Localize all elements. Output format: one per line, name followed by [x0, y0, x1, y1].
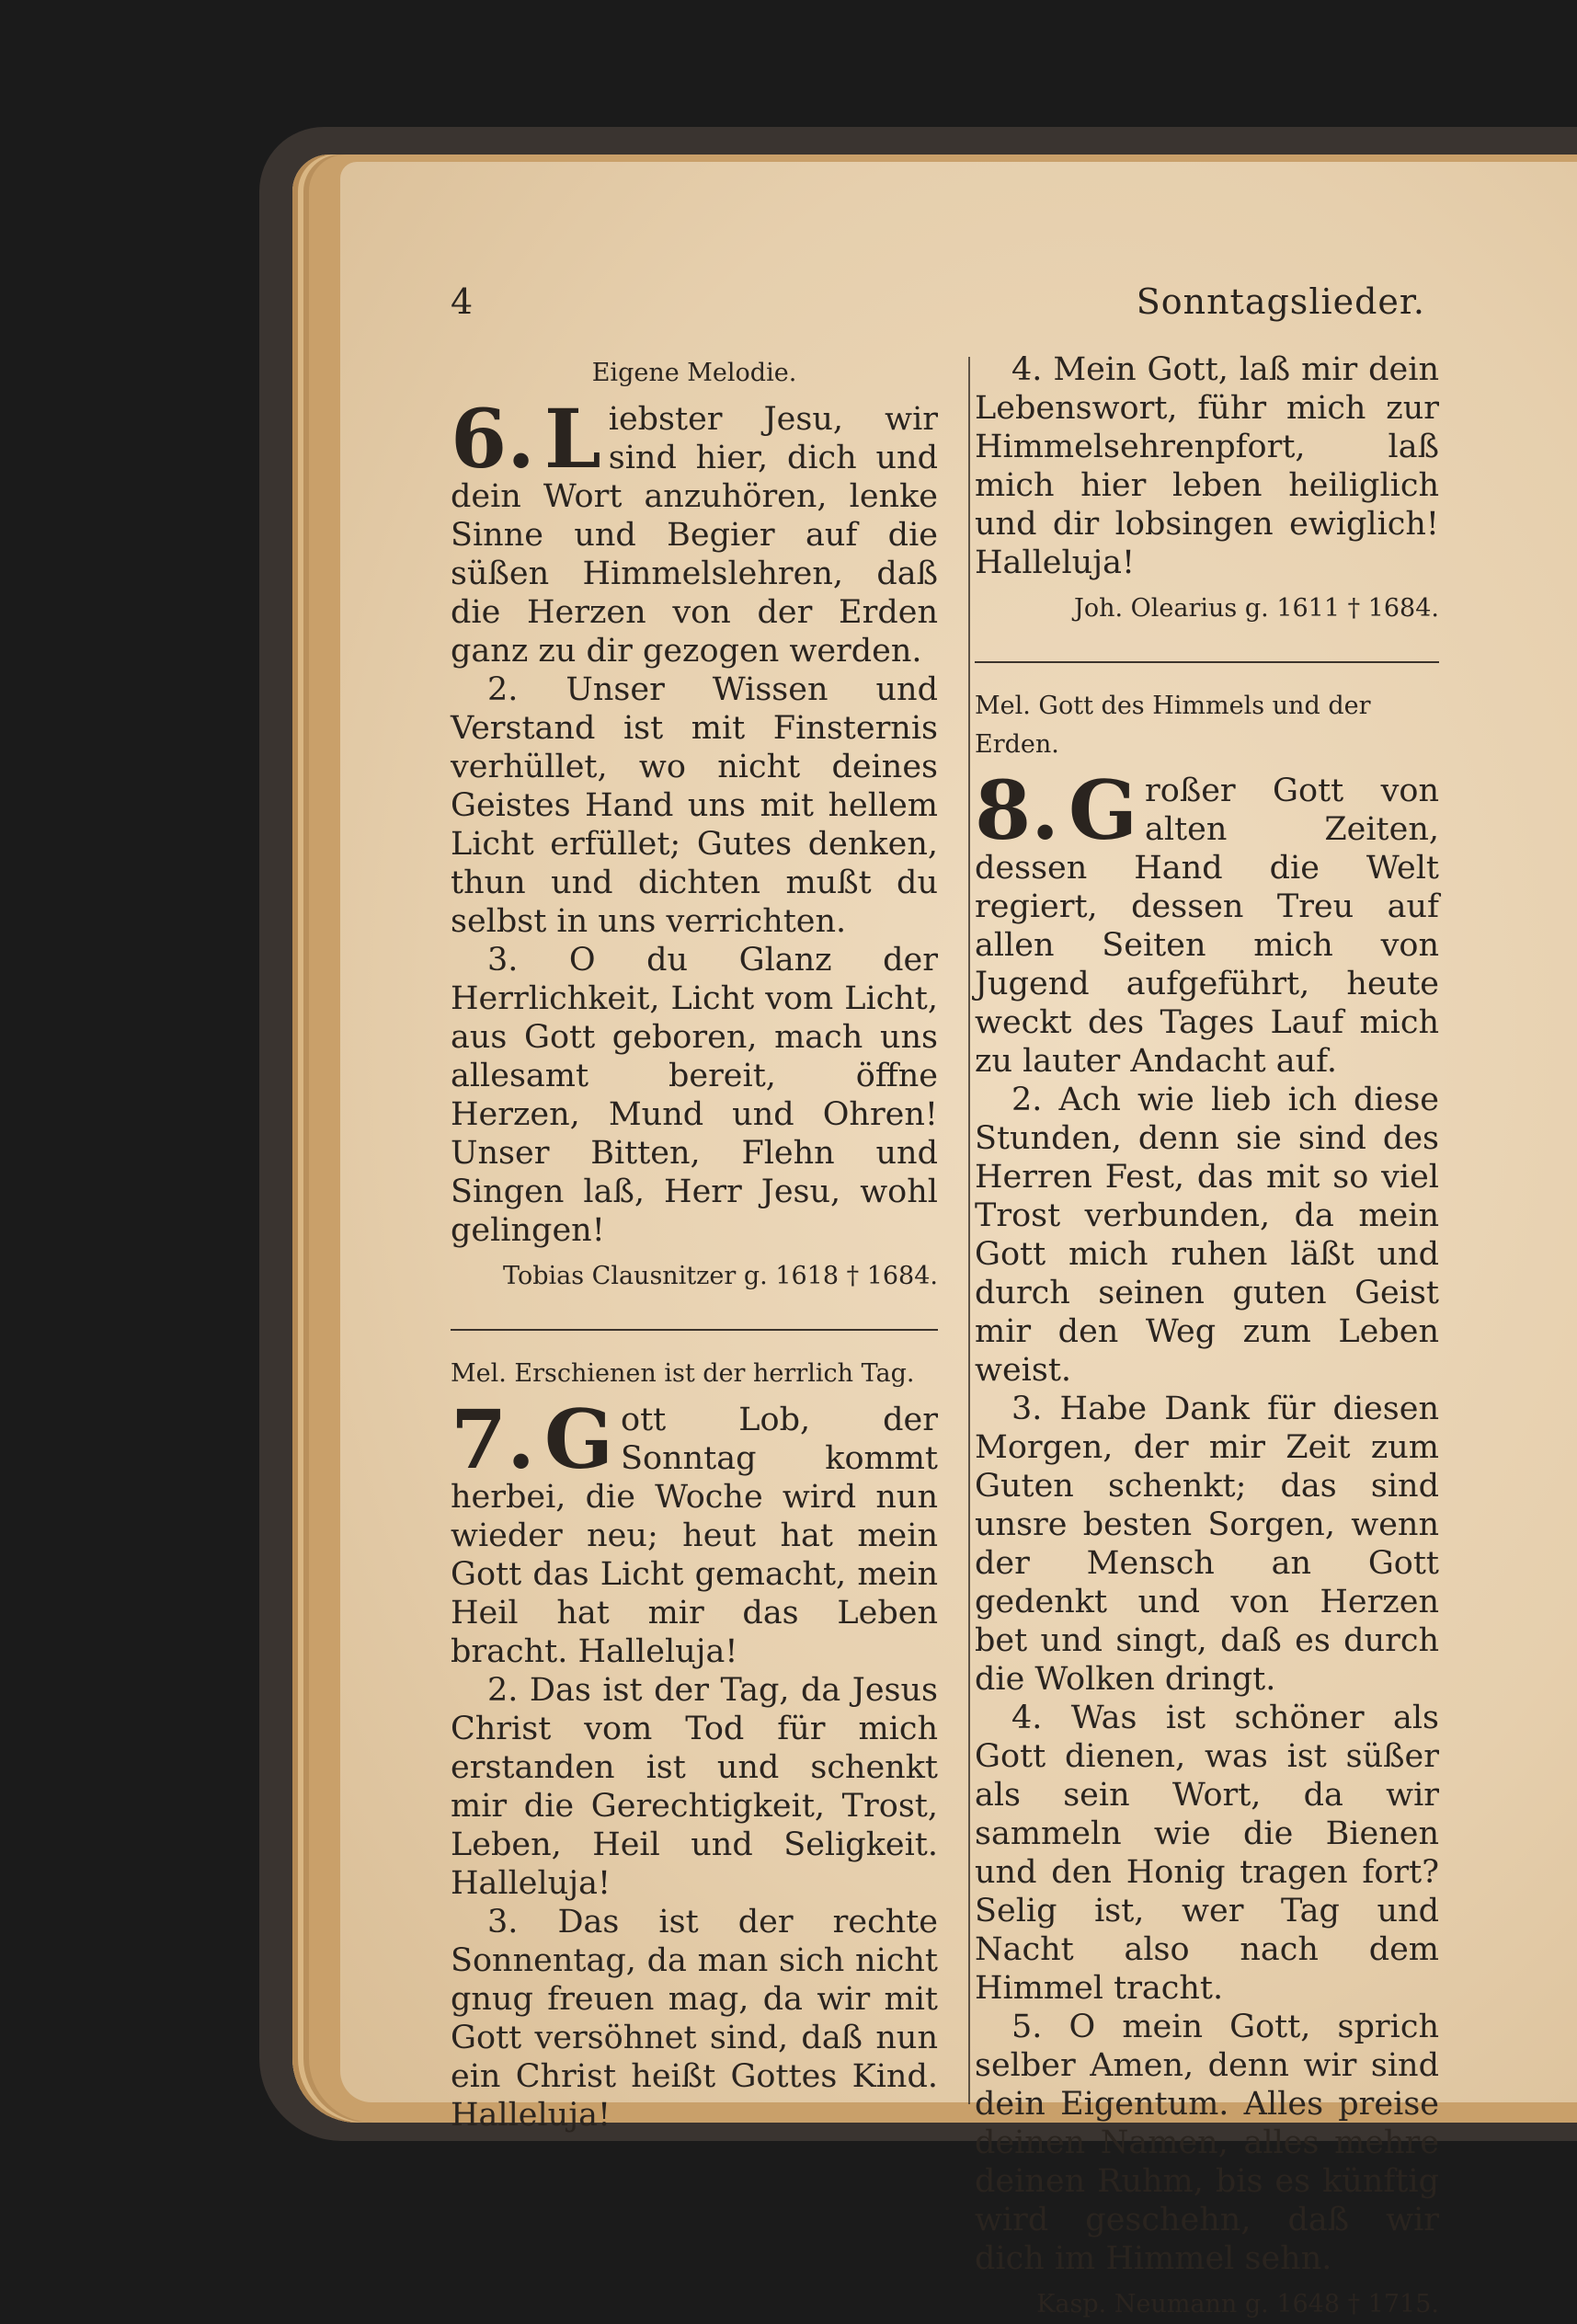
column-divider	[968, 357, 970, 2104]
drop-cap: G	[1068, 762, 1138, 858]
verse-2: 2. Das ist der Tag, da Jesus Christ vom Tod für mich erstanden ist und schenkt mir die Gerechtigkeit, Trost, Leben, Heil und Seligkeit. Halleluja!	[451, 1672, 938, 1902]
book-page	[340, 162, 1577, 2318]
running-title: Sonntagslieder.	[1136, 281, 1425, 322]
verse-2: 2. Unser Wissen und Verstand ist mit Finsternis verhüllet, wo nicht deines Geistes Hand uns mit hellem Licht erfüllet; Gutes denken, thun und dichten mußt du selbst in uns verrichten.	[451, 671, 938, 940]
hymn-7	[451, 1355, 938, 2135]
hymn-6-continued	[975, 350, 1439, 628]
verse-1: iebster Jesu, wir sind hier, dich und dein Wort anzuhören, lenke Sinne und Begier auf die süßen Himmelslehren, daß die Herzen von der Erden ganz zu dir gezogen werden.	[451, 401, 938, 670]
page-header	[451, 281, 1425, 337]
melody-line: Mel. Erschienen ist der herrlich Tag.	[451, 1359, 915, 1388]
separator-rule	[975, 661, 1439, 663]
verse-5: 5. O mein Gott, sprich selber Amen, denn wir sind dein Eigentum. Alles preise deinen Namen, alles mehre deinen Ruhm, bis es künftig wird geschehn, daß wir dich im Himmel sehn.	[975, 2009, 1439, 2277]
verse-4: 4. Was ist schöner als Gott dienen, was ist süßer als sein Wort, da wir sammeln wie die Bienen und den Honig tragen fort? Selig ist, wer Tag und Nacht also nach dem Himmel tracht.	[975, 1700, 1439, 2007]
right-column	[975, 350, 1439, 2324]
hymn-6	[451, 354, 938, 1296]
hymn-8	[975, 687, 1439, 2324]
melody-line: Eigene Melodie.	[591, 359, 797, 387]
author-line: Tobias Clausnitzer g. 1618 † 1684.	[503, 1262, 938, 1290]
hymn-number: 6.	[451, 391, 535, 487]
verse-3: 3. Das ist der rechte Sonnentag, da man sich nicht gnug freuen mag, da wir mit Gott versöhnet sind, daß nun ein Christ heißt Gottes Kind. Halleluja!	[451, 1904, 938, 2134]
verse-1: ott Lob, der Sonntag kommt herbei, die Woche wird nun wieder neu; heut hat mein Gott das Licht gemacht, mein Heil hat mir das Leben bracht. Halleluja!	[451, 1402, 938, 1670]
verse-4: 4. Mein Gott, laß mir dein Lebenswort, führ mich zur Himmelsehrenpfort, laß mich hier leben heiliglich und dir lobsingen ewiglich! Halleluja!	[975, 351, 1439, 581]
verse-2: 2. Ach wie lieb ich diese Stunden, denn sie sind des Herren Fest, das mit so viel Trost verbunden, da mein Gott mich ruhen läßt und durch seinen guten Geist mir den Weg zum Leben weist.	[975, 1082, 1439, 1389]
verse-3: 3. O du Glanz der Herrlichkeit, Licht vom Licht, aus Gott geboren, mach uns allesamt bereit, öffne Herzen, Mund und Ohren! Unser Bitten, Flehn und Singen laß, Herr Jesu, wohl gelingen!	[451, 942, 938, 1249]
author-line: Joh. Olearius g. 1611 † 1684.	[1074, 594, 1439, 623]
drop-cap: G	[543, 1391, 614, 1487]
author-line: Kasp. Neumann g. 1648 † 1715.	[1036, 2290, 1439, 2318]
hymn-number: 7.	[451, 1391, 535, 1487]
hymn-number: 8.	[975, 762, 1059, 858]
verse-3: 3. Habe Dank für diesen Morgen, der mir Zeit zum Guten schenkt; das sind unsre besten Sorgen, wenn der Mensch an Gott gedenkt und von Herzen bet und singt, daß es durch die Wolken dringt.	[975, 1391, 1439, 1698]
page-number: 4	[451, 281, 474, 322]
left-column	[451, 350, 938, 2135]
drop-cap: L	[543, 391, 601, 487]
separator-rule	[451, 1329, 938, 1331]
melody-line: Mel. Gott des Himmels und der Erden.	[975, 692, 1371, 759]
verse-1: roßer Gott von alten Zeiten, dessen Hand die Welt regiert, dessen Treu auf allen Seiten mich von Jugend aufgeführt, heute weckt des Tages Lauf mich zu lauter Andacht auf.	[975, 773, 1439, 1080]
